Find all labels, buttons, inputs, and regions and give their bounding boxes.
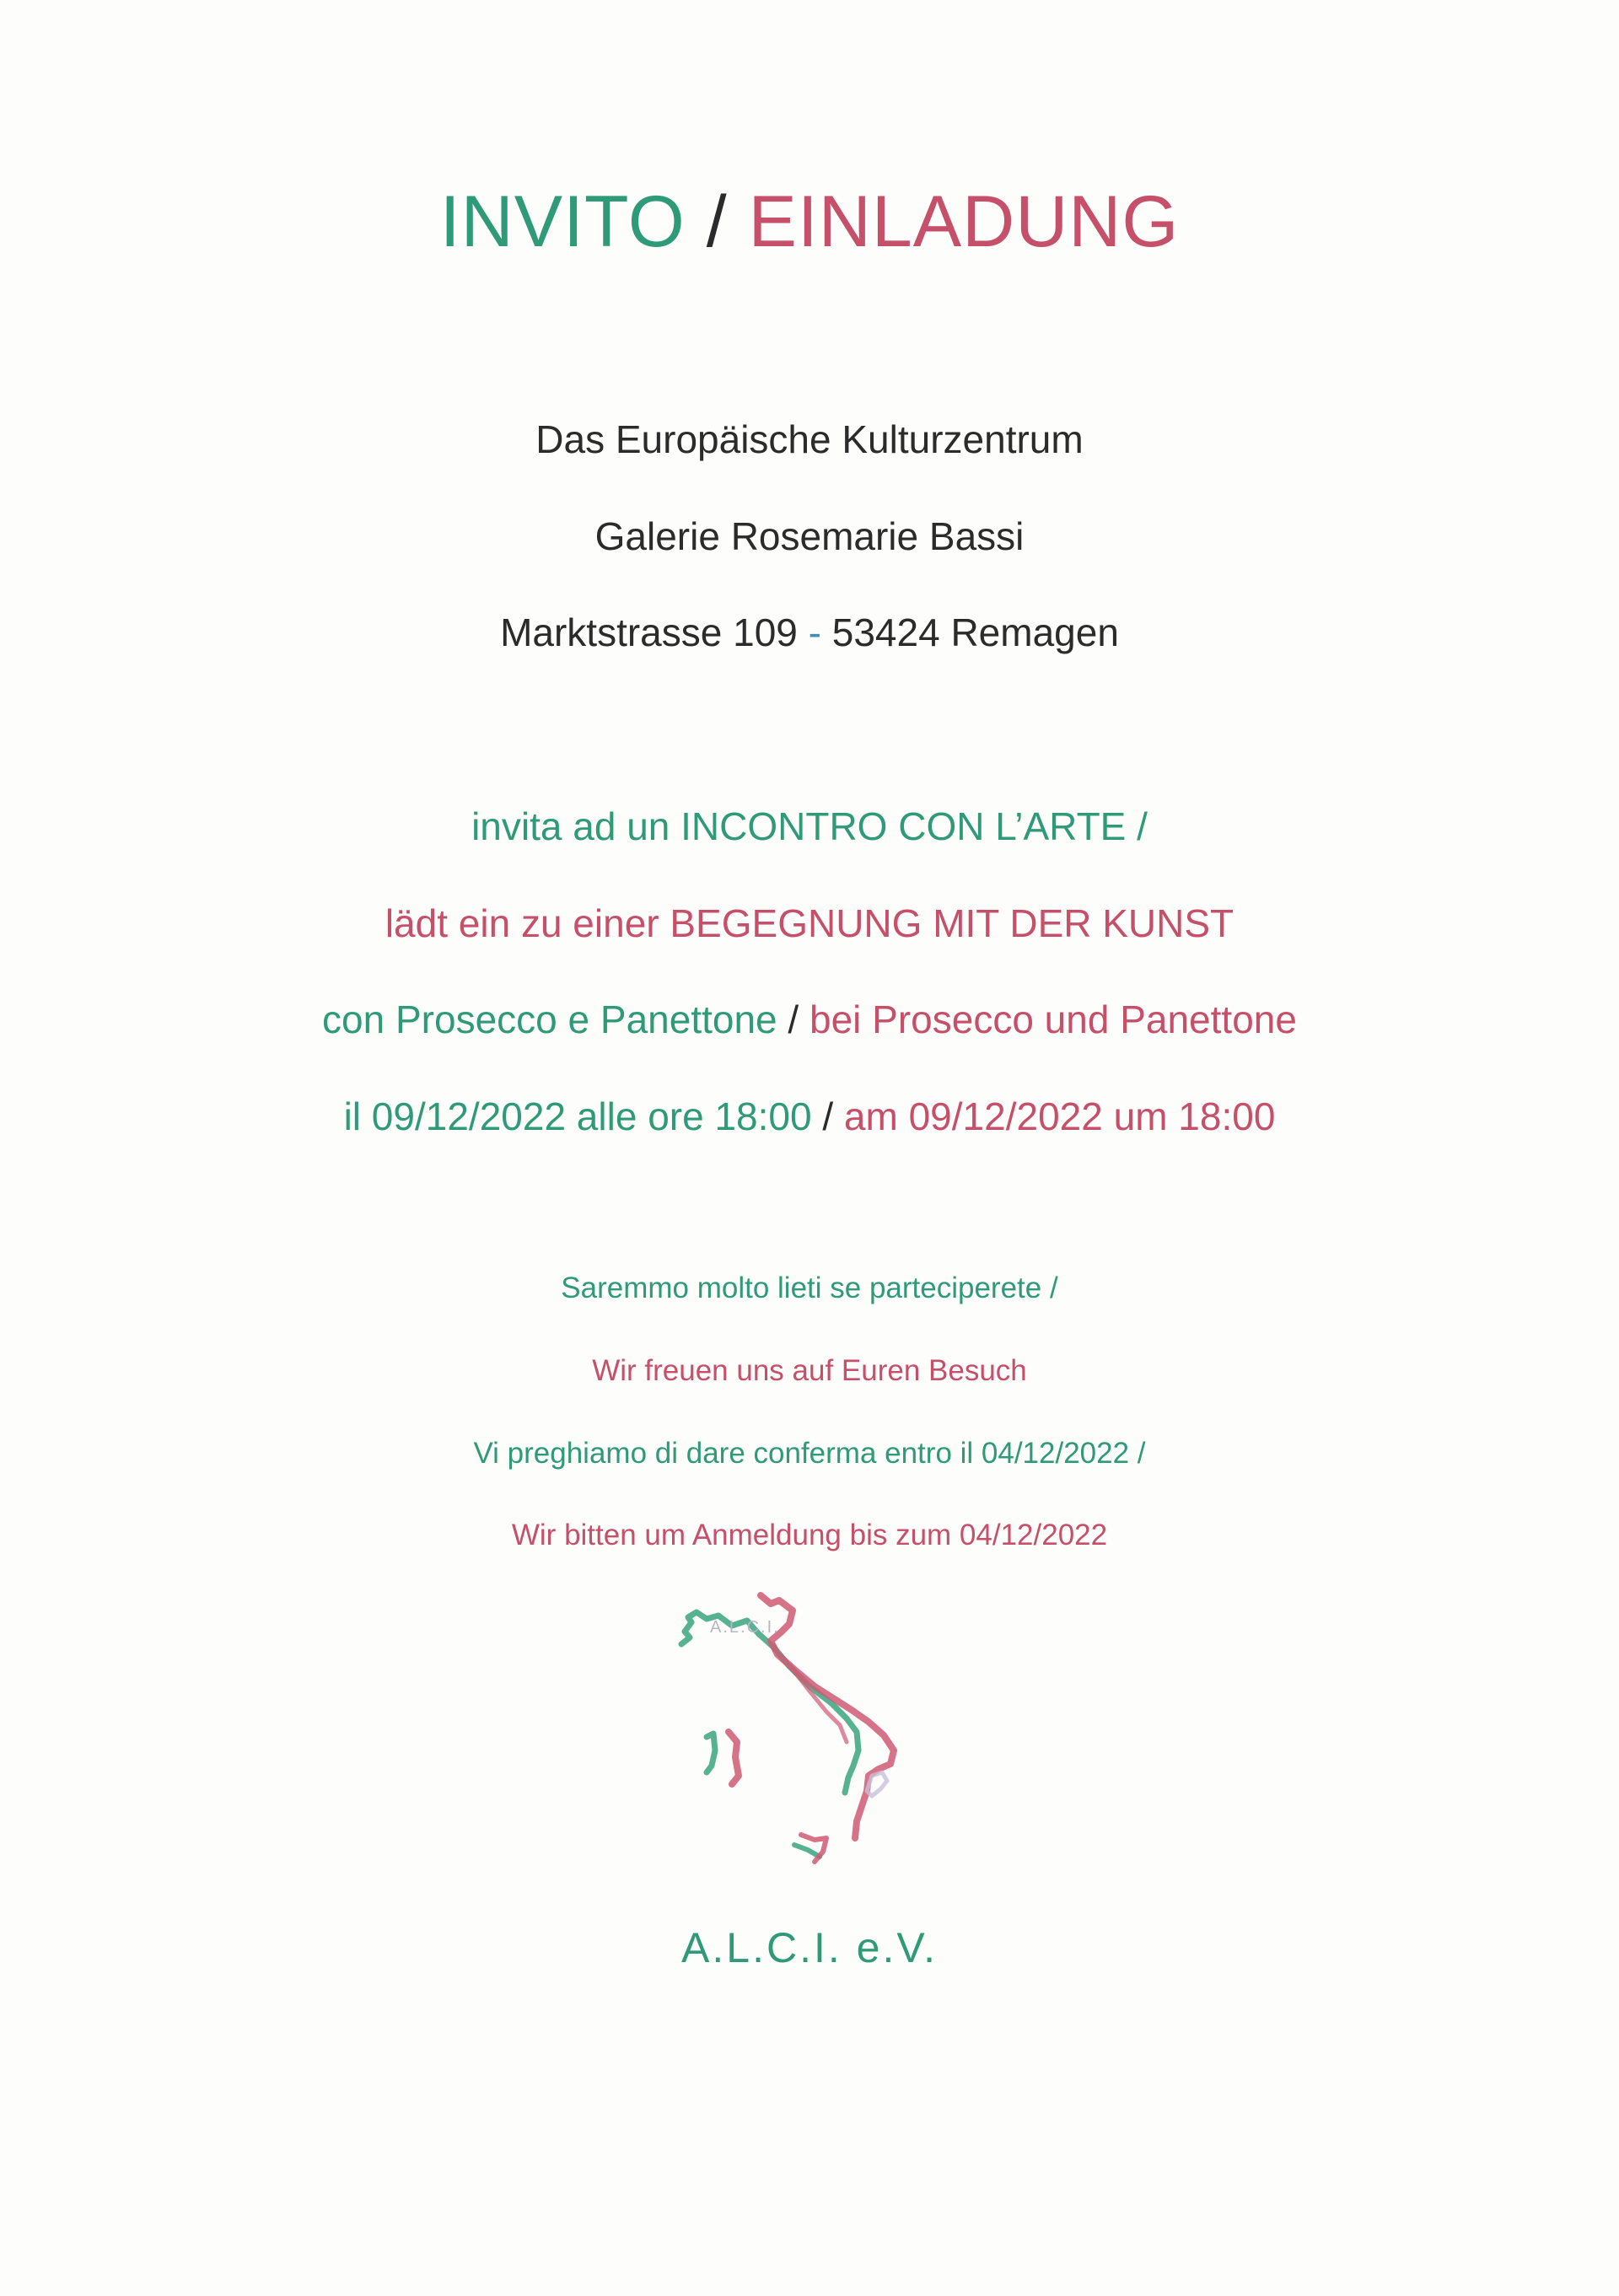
note-german-rsvp: Wir bitten um Anmeldung bis zum 04/12/2022 bbox=[511, 1519, 1108, 1551]
refreshments-separator: / bbox=[777, 997, 810, 1041]
note-italian-rsvp: Vi preghiamo di dare conferma entro il 04/12/2022 / bbox=[473, 1437, 1146, 1470]
refreshments-italian: con Prosecco e Panettone bbox=[322, 997, 777, 1041]
date-italian: il 09/12/2022 alle ore 18:00 bbox=[343, 1094, 812, 1138]
page-title bbox=[0, 181, 1619, 262]
title-german: EINLADUNG bbox=[748, 181, 1180, 262]
logo-sardinia-green bbox=[707, 1734, 715, 1772]
invitation-line-german: lädt ein zu einer BEGEGNUNG MIT DER KUNST bbox=[385, 901, 1234, 945]
note-german-visit: Wir freuen uns auf Euren Besuch bbox=[592, 1354, 1027, 1387]
invitation-refreshments bbox=[0, 997, 1619, 1041]
logo-label: A.L.C.I. bbox=[710, 1618, 780, 1637]
venue-street: Marktstrasse 109 bbox=[500, 610, 798, 654]
title-italian: INVITO bbox=[439, 181, 686, 262]
invitation-line-italian: invita ad un INCONTRO CON L’ARTE / bbox=[471, 804, 1148, 848]
title-separator: / bbox=[685, 181, 749, 262]
logo-toe bbox=[867, 1772, 887, 1796]
venue-address bbox=[0, 610, 1619, 654]
venue-address-dash: - bbox=[797, 610, 832, 654]
venue-gallery: Galerie Rosemarie Bassi bbox=[594, 514, 1025, 558]
organization-name: A.L.C.I. e.V. bbox=[681, 1924, 938, 1971]
logo-red-outline bbox=[761, 1595, 894, 1838]
refreshments-german: bei Prosecco und Panettone bbox=[809, 997, 1297, 1041]
venue-name: Das Europäische Kulturzentrum bbox=[535, 417, 1084, 461]
invitation-date bbox=[0, 1094, 1619, 1138]
logo-sardinia-red bbox=[729, 1732, 739, 1784]
logo-sicily-green bbox=[794, 1845, 820, 1857]
italy-map-icon bbox=[666, 1585, 953, 1880]
logo-red-inner bbox=[793, 1670, 847, 1742]
date-german: am 09/12/2022 um 18:00 bbox=[843, 1094, 1276, 1138]
venue-city: 53424 Remagen bbox=[831, 610, 1119, 654]
date-separator: / bbox=[811, 1094, 844, 1138]
note-italian-participation: Saremmo molto lieti se parteciperete / bbox=[561, 1272, 1058, 1304]
